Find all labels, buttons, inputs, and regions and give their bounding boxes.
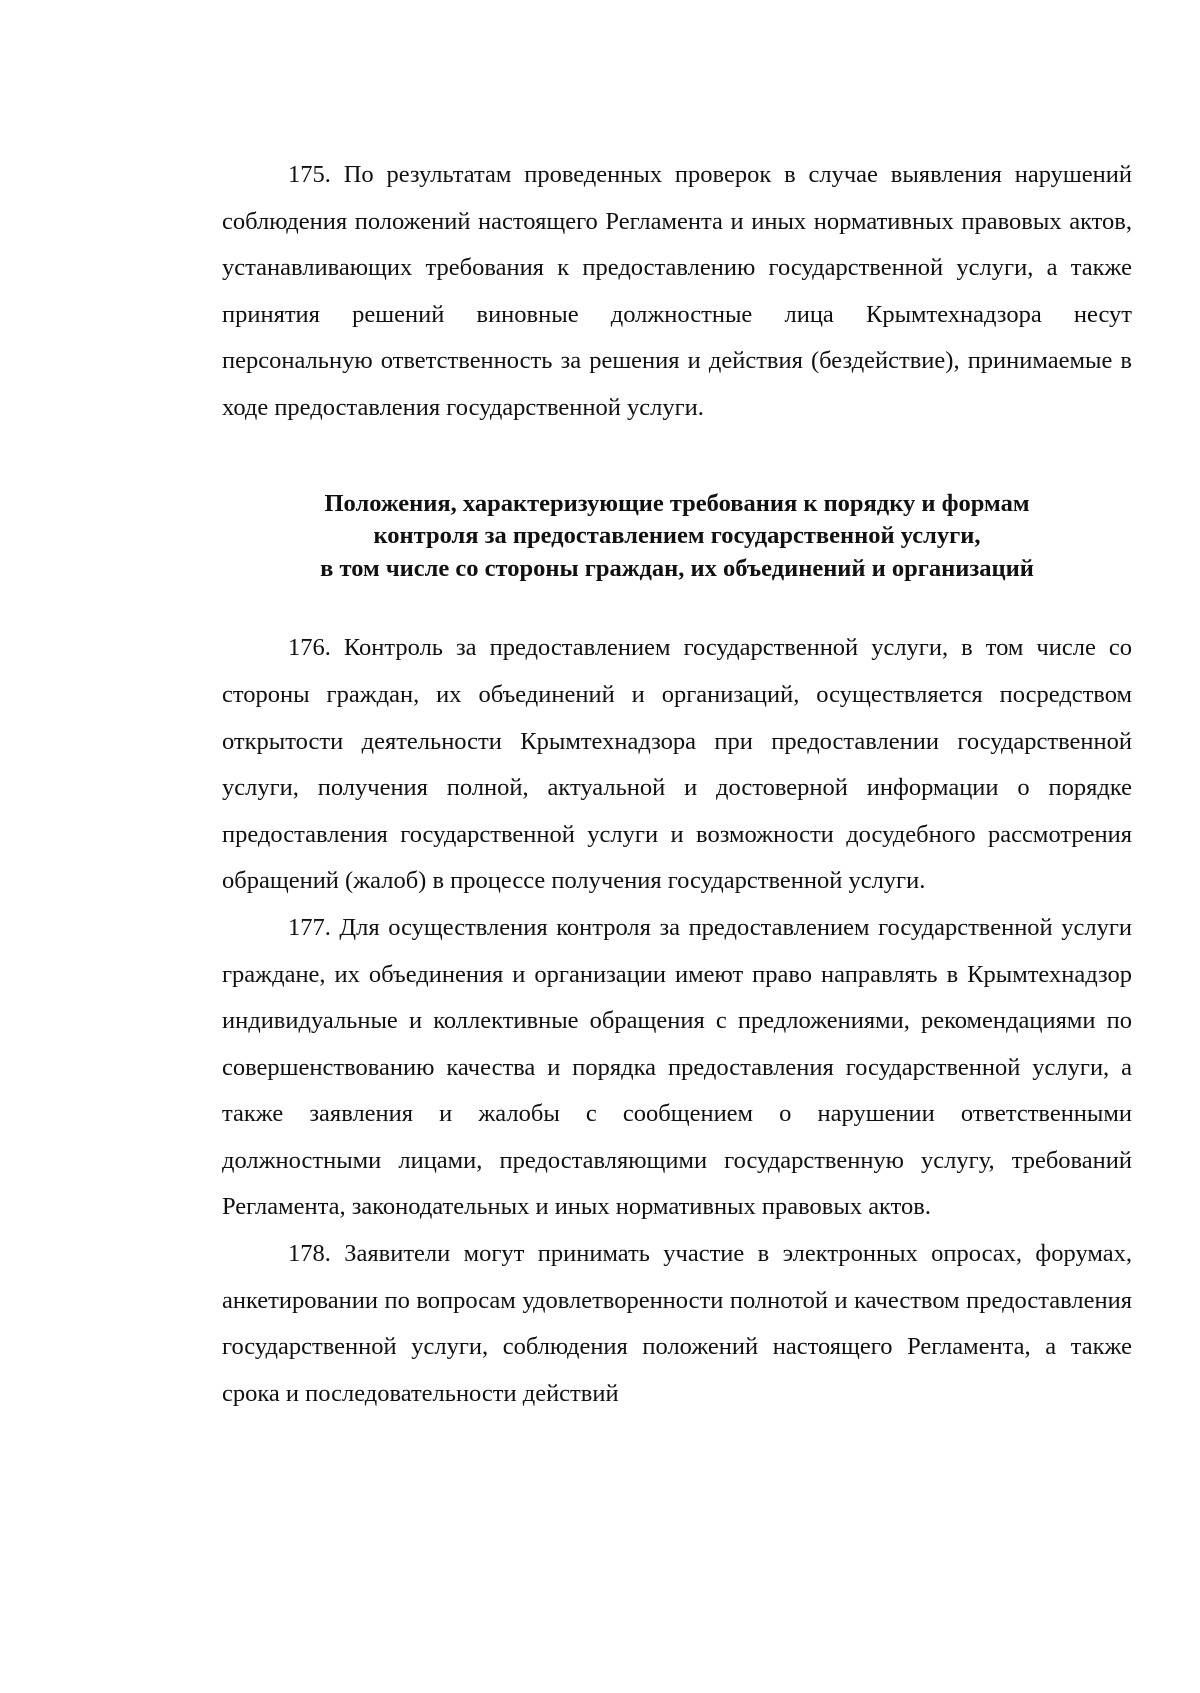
section-heading <box>222 488 1132 586</box>
paragraph-176: 176. Контроль за предоставлением государственной услуги, в том числе со стороны граждан, их объединений и организаций, осуществляется посредством открытости деятельности Крымтехнадзора при предоставлении государственной услуги, получения полной, актуальной и достоверной информации о порядке предоставления государственной услуги и возможности досудебного рассмотрения обращений (жалоб) в процессе получения государственной услуги. <box>222 634 1132 895</box>
document-body <box>222 152 1132 1417</box>
paragraph-178: 178. Заявители могут принимать участие в электронных опросах, форумах, анкетировании по вопросам удовлетворенности полнотой и качеством предоставления государственной услуги, соблюдения положений настоящего Регламента, а также срока и последовательности действий <box>222 1240 1132 1407</box>
paragraph-175: 175. По результатам проведенных проверок в случае выявления нарушений соблюдения положений настоящего Регламента и иных нормативных правовых актов, устанавливающих требования к предоставлению государственной услуги, а также принятия решений виновные должностные лица Крымтехнадзора несут персональную ответственность за решения и действия (бездействие), принимаемые в ходе предоставления государственной услуги. <box>222 161 1132 421</box>
section-heading-line-3: в том числе со стороны граждан, их объединений и организаций <box>320 554 1034 582</box>
section-heading-line-2: контроля за предоставлением государственной услуги, <box>373 522 981 550</box>
paragraph-177: 177. Для осуществления контроля за предоставлением государственной услуги граждане, их объединения и организации имеют право направлять в Крымтехнадзор индивидуальные и коллективные обращения с предложениями, рекомендациями по совершенствованию качества и порядка предоставления государственной услуги, а также заявления и жалобы с сообщением о нарушении ответственными должностными лицами, предоставляющими государственную услугу, требований Регламента, законодательных и иных нормативных правовых актов. <box>222 913 1132 1221</box>
section-heading-line-1: Положения, характеризующие требования к порядку и формам <box>324 489 1030 517</box>
